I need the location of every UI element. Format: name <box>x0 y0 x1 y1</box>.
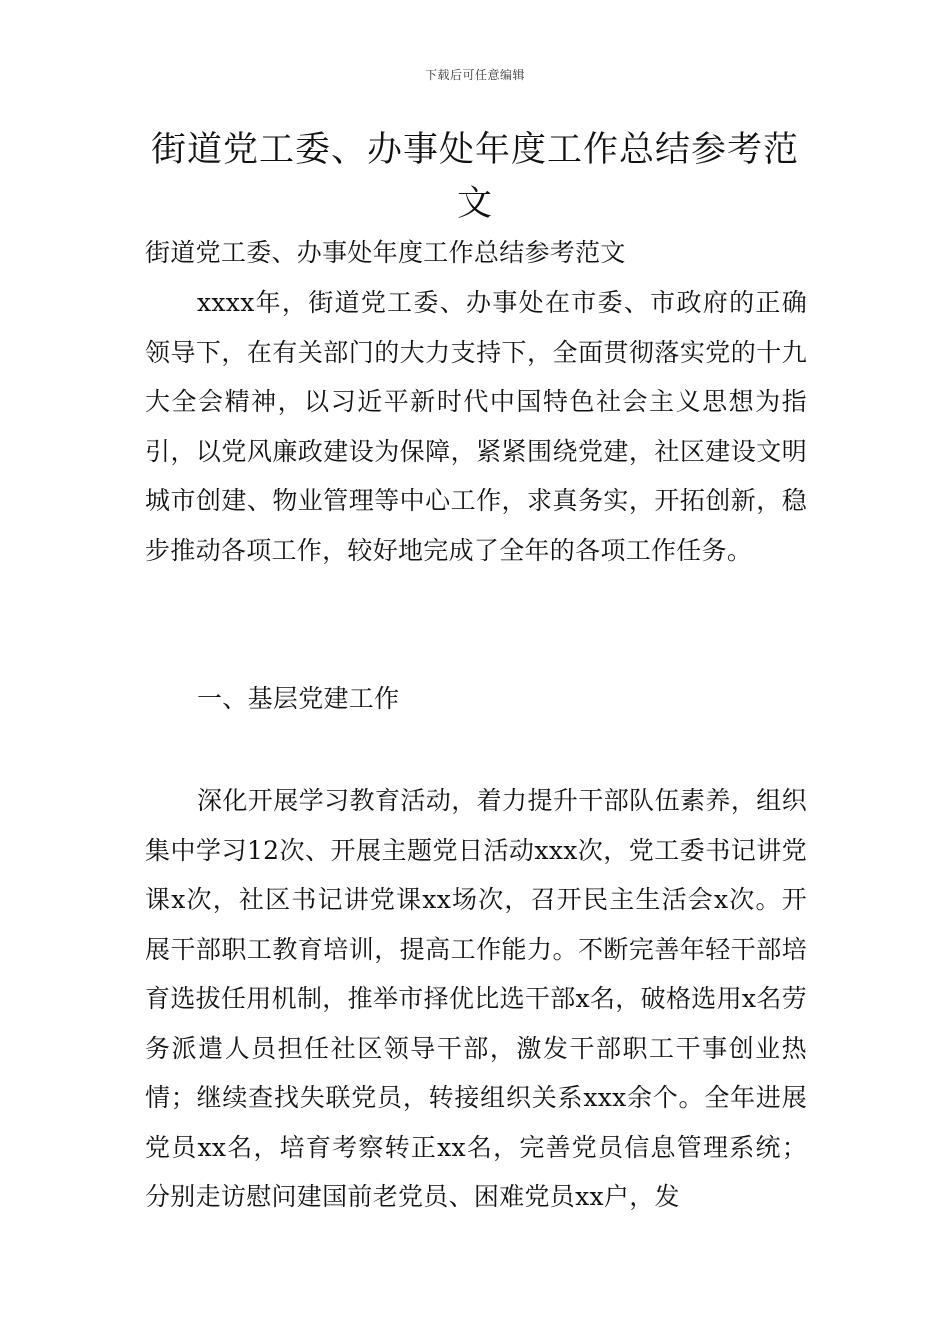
section-heading: 一、基层党建工作 <box>197 684 400 713</box>
document-title: 街道党工委、办事处年度工作总结参考范文 <box>150 130 799 224</box>
header-note: 下载后可任意编辑 <box>424 68 525 82</box>
intro-paragraph: xxxx年，街道党工委、办事处在市委、市政府的正确领导下，在有关部门的大力支持下，全面贯彻落实党的十九大全会精神，以习近平新时代中国特色社会主义思想为指引，以党风廉政建设为保障，紧紧围绕党建，社区建设文明城市创建、物业管理等中心工作，求真务实，开拓创新，稳步推动各项工作，较好地完成了全年的各项工作任务。 <box>145 288 807 565</box>
body-paragraph: 深化开展学习教育活动，着力提升干部队伍素养，组织集中学习12次、开展主题党日活动xxx次，党工委书记讲党课x次，社区书记讲党课xx场次，召开民主生活会x次。开展干部职工教育培训，提高工作能力。不断完善年轻干部培育选拔任用机制，推举市择优比选干部x名，破格选用x名劳务派遣人员担任社区领导干部，激发干部职工干事创业热情；继续查找失联党员，转接组织关系xxx余个。全年进展党员xx名，培育考察转正xx名，完善党员信息管理系统；分别走访慰问建国前老党员、困难党员xx户，发 <box>145 786 807 1211</box>
document-subtitle: 街道党工委、办事处年度工作总结参考范文 <box>145 238 626 267</box>
